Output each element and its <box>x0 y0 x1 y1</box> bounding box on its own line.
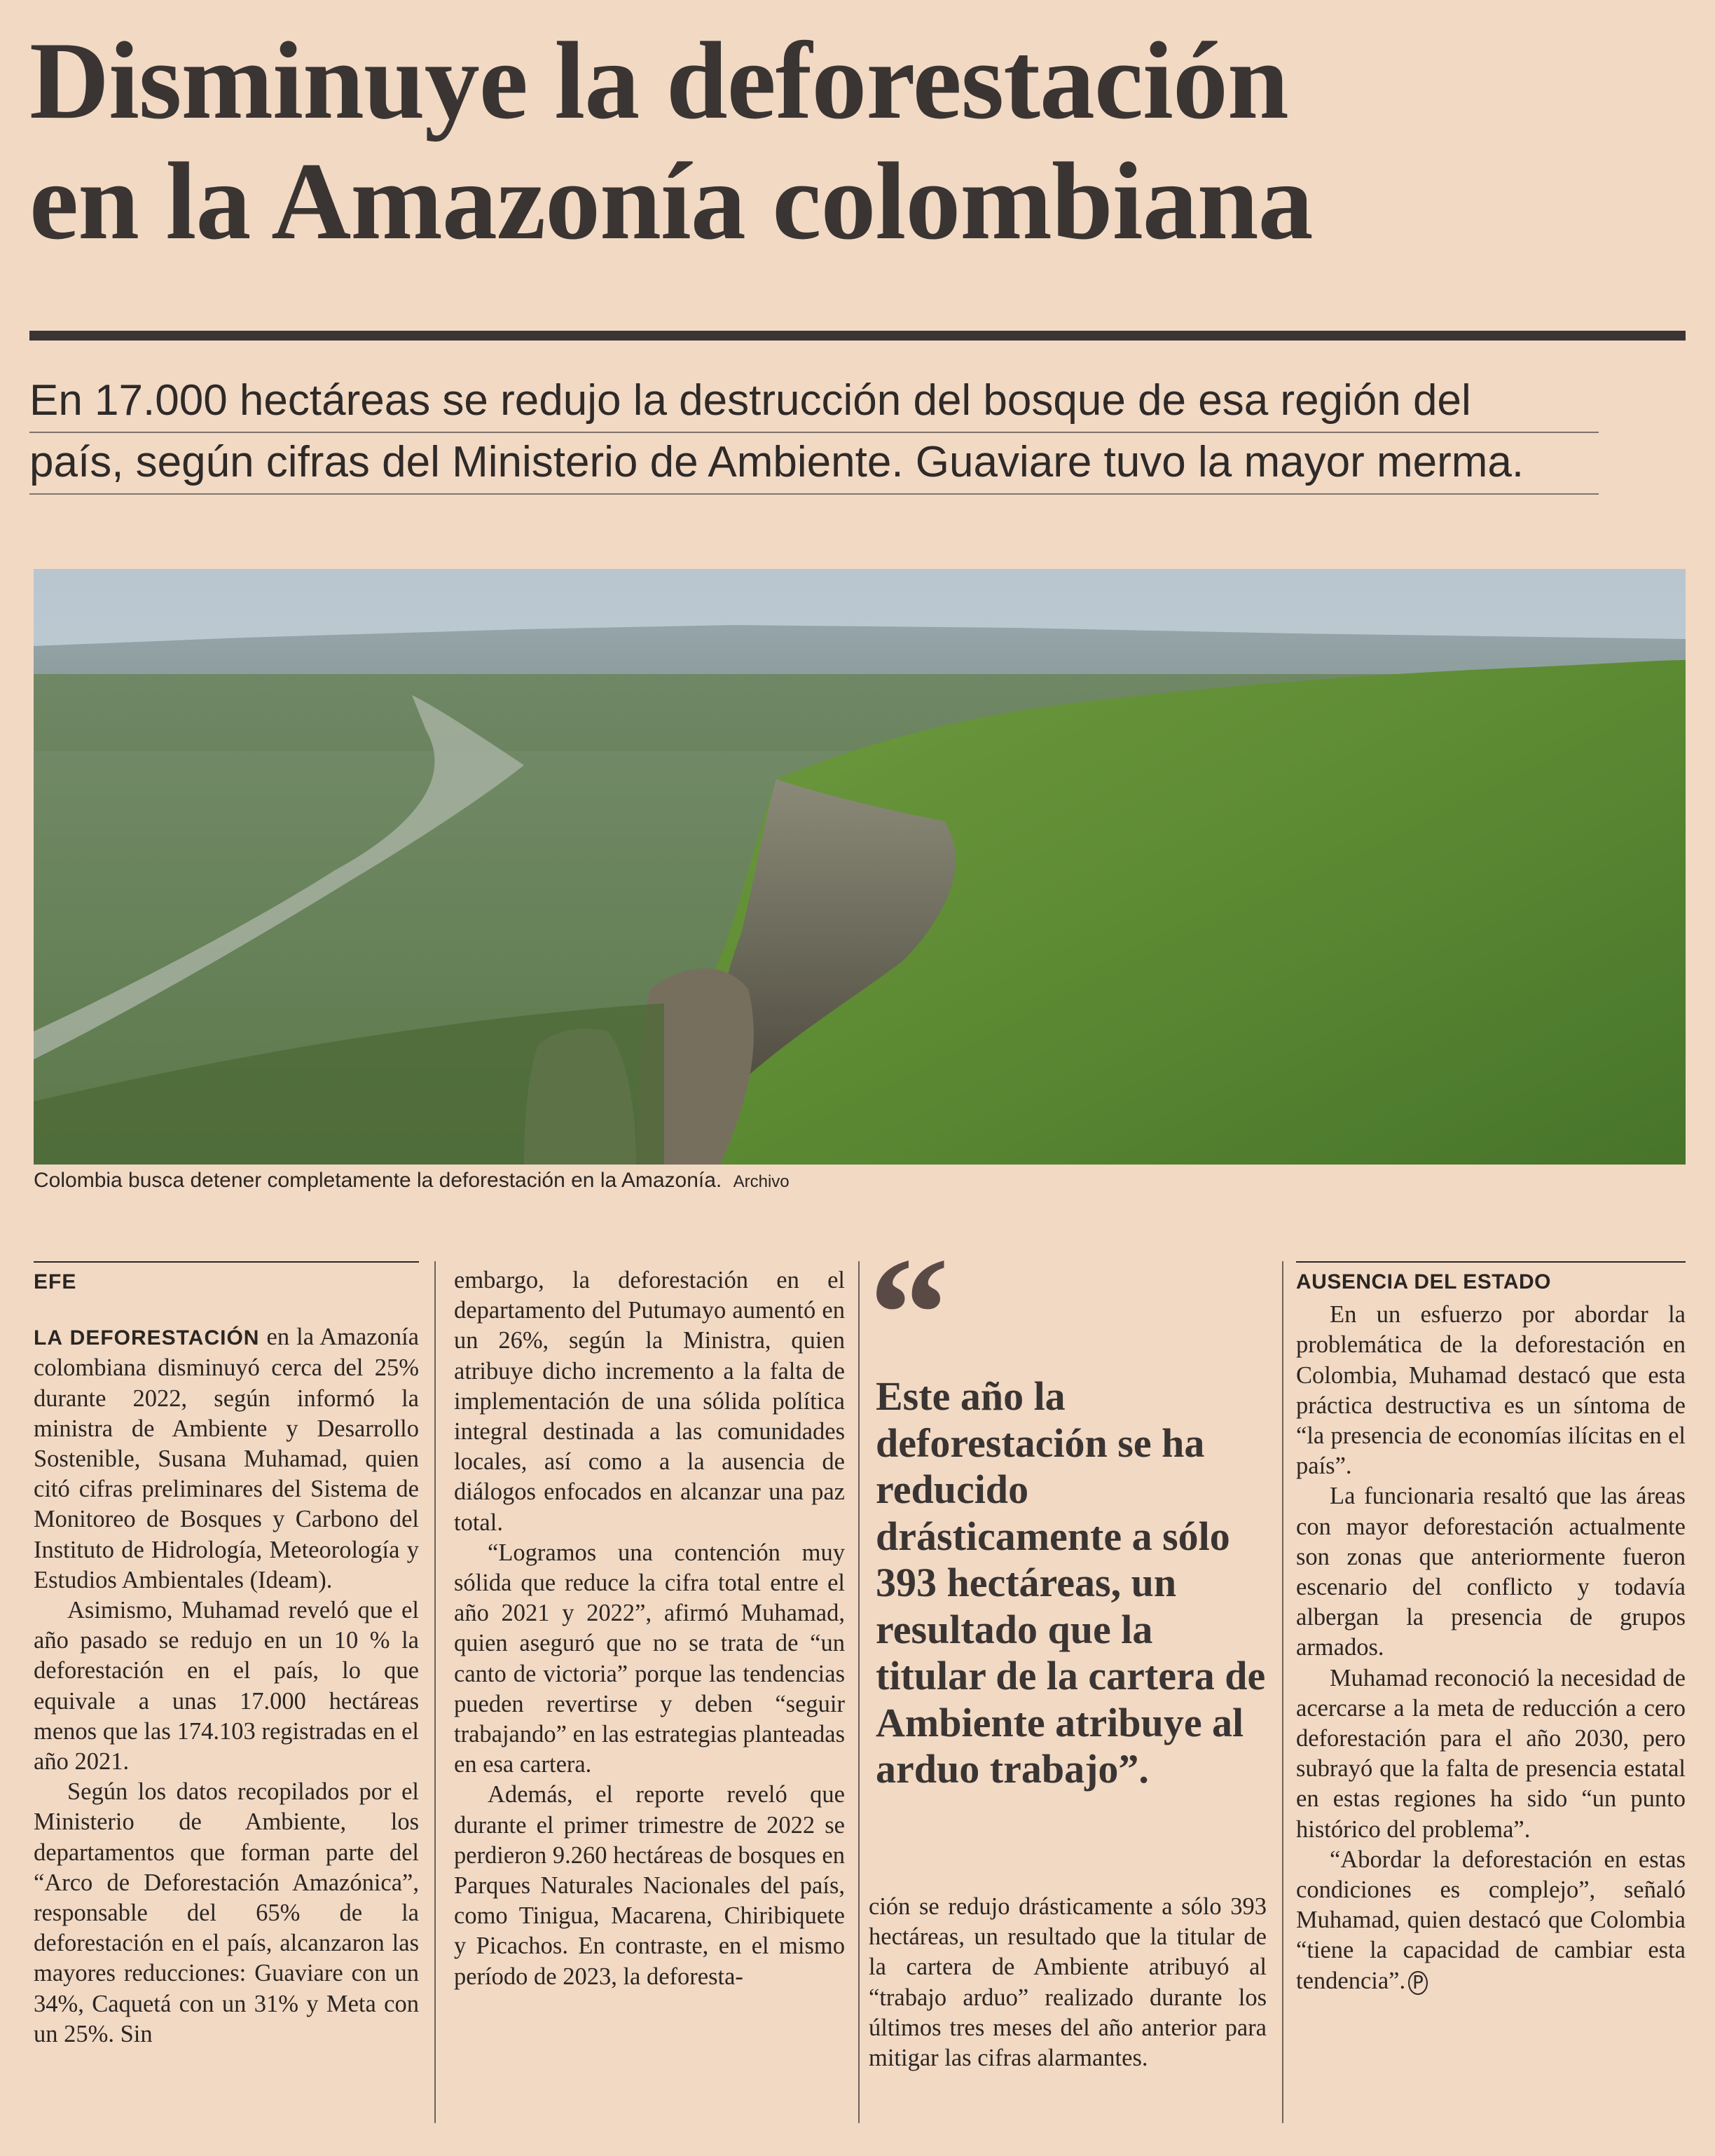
column-divider <box>858 1261 860 2123</box>
paragraph: La funcionaria resaltó que las áreas con mayor deforestación actualmente son zonas que anteriormente fueron escenario del conflicto y todavía albergan la presencia de grupos armados. <box>1296 1483 1686 1661</box>
byline: EFE <box>34 1261 419 1297</box>
article-column-3 <box>869 1892 1267 2073</box>
amazon-landscape-photo <box>34 569 1686 1165</box>
lead-in: LA DEFORESTACIÓN <box>34 1326 260 1350</box>
lead-paragraph <box>29 371 1599 495</box>
lead-line-1: En 17.000 hectáreas se redujo la destrucción del bosque de esa región del <box>29 371 1599 433</box>
paragraph: En un esfuerzo por abordar la problemática de la deforestación en Colombia, Muhamad destacó que esta práctica destructiva es un síntoma de “la presencia de economías ilícitas en el país”. <box>1296 1301 1686 1480</box>
paragraph: “Logramos una contención muy sólida que reduce la cifra total entre el año 2021 y 2022”, afirmó Muhamad, quien aseguró que no se trata de “un canto de victoria” porque las tendencias pueden revertirse y deben “seguir trabajando” en las estrategias planteadas en esa cartera. <box>454 1539 845 1778</box>
subheading: AUSENCIA DEL ESTADO <box>1296 1261 1686 1297</box>
paragraph-text: “Abordar la deforestación en estas condiciones es complejo”, señaló Muhamad, quien destacó que Colombia “tiene la capacidad de cambiar esta tendencia”. <box>1296 1846 1686 1994</box>
caption-text: Colombia busca detener completamente la deforestación en la Amazonía. <box>34 1169 722 1192</box>
end-mark-icon: P <box>1408 1971 1428 1995</box>
headline-rule <box>29 331 1686 341</box>
column-divider <box>1282 1261 1283 2123</box>
headline-line-1: Disminuye la deforestación <box>29 20 1288 142</box>
paragraph <box>1296 1845 1686 1998</box>
paragraph: Asimismo, Muhamad reveló que el año pasado se redujo en un 10 % la deforestación en el país, lo que equivale a unas 17.000 hectáreas menos que las 174.103 registradas en el año 2021. <box>34 1597 419 1776</box>
article-column-1 <box>34 1261 419 2049</box>
article-column-4 <box>1296 1261 1686 1998</box>
quote-mark-icon: “ <box>869 1224 949 1403</box>
paragraph: Según los datos recopilados por el Ministerio de Ambiente, los departamentos que forman parte del “Arco de Deforestación Amazónica”, responsable del 65% de la deforestación en el país, alcanzaron las mayores reducciones: Guaviare con un 34%, Caquetá con un 31% y Meta con un 25%. Sin <box>34 1778 419 2047</box>
paragraph: embargo, la deforestación en el departamento del Putumayo aumentó en un 26%, según la Ministra, quien atribuye dicho incremento a la falta de implementación de una sólida política integral destinada a las comunidades locales, así como a la ausencia de diálogos enfocados en alcanzar una paz total. <box>454 1267 845 1536</box>
pull-quote-block <box>869 1224 1267 1793</box>
pull-quote: Este año la deforestación se ha reducido drásticamente a sólo 393 hectáreas, un resultado que la titular de la cartera de Ambiente atribuye al arduo trabajo”. <box>876 1373 1266 1792</box>
article-column-2 <box>454 1265 845 1992</box>
paragraph <box>34 1322 419 1595</box>
paragraph-text: en la Amazonía colombiana disminuyó cerca del 25% durante 2022, según informó la ministra de Ambiente y Desarrollo Sostenible, Susana Muhamad, quien citó cifras preliminares del Sistema de Monitoreo de Bosques y Carbono del Instituto de Hidrología, Meteorología y Estudios Ambientales (Ideam). <box>34 1324 419 1593</box>
lead-line-2: país, según cifras del Ministerio de Ambiente. Guaviare tuvo la mayor merma. <box>29 433 1599 495</box>
headline <box>29 21 1683 262</box>
column-divider <box>434 1261 436 2123</box>
paragraph: ción se redujo drásticamente a sólo 393 hectáreas, un resultado que la titular de la cartera de Ambiente atribuyó al “trabajo arduo” realizado durante los últimos tres meses del año anterior para mitigar las cifras alarmantes. <box>869 1893 1267 2072</box>
paragraph: Además, el reporte reveló que durante el primer trimestre de 2022 se perdieron 9.260 hectáreas de bosques en Parques Naturales Nacionales del país, como Tinigua, Macarena, Chiribiquete y Picachos. En contraste, en el mismo período de 2023, la deforesta- <box>454 1781 845 1990</box>
caption-credit: Archivo <box>733 1172 790 1191</box>
photo-caption <box>34 1169 1645 1193</box>
paragraph: Muhamad reconoció la necesidad de acercarse a la meta de reducción a cero deforestación para el año 2030, pero subrayó que la falta de presencia estatal en estas regiones ha sido “un punto histórico del problema”. <box>1296 1664 1686 1843</box>
headline-line-2: en la Amazonía colombiana <box>29 140 1313 263</box>
